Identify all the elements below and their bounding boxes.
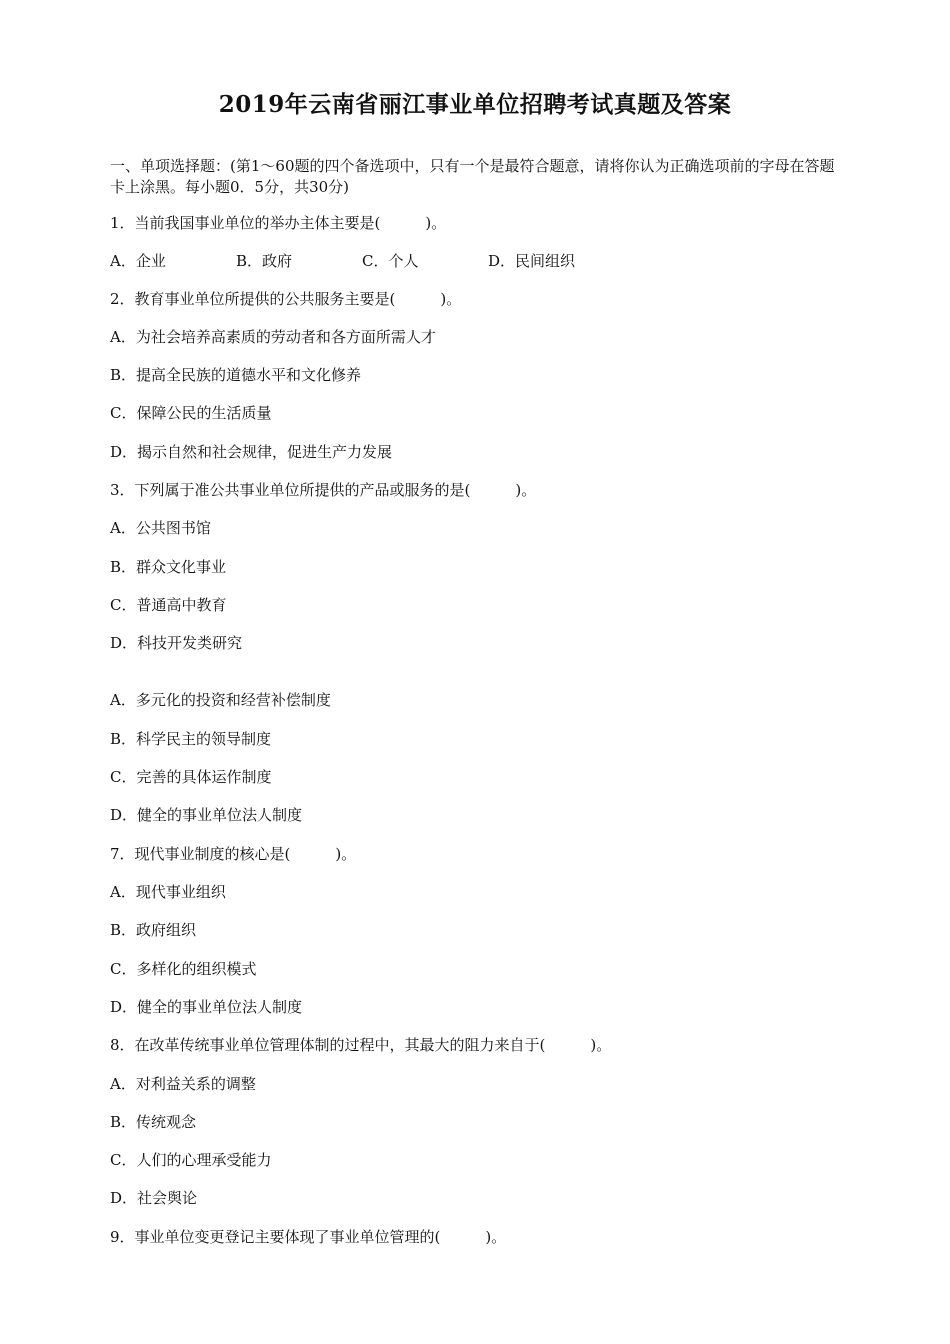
question-8-stem: 8．在改革传统事业单位管理体制的过程中，其最大的阻力来自于( )。 bbox=[110, 1036, 612, 1054]
question-2-option-d: D．揭示自然和社会规律，促进生产力发展 bbox=[110, 443, 393, 461]
document-title: 2019年云南省丽江事业单位招聘考试真题及答案 bbox=[218, 91, 732, 118]
question-3-option-c: C．普通高中教育 bbox=[110, 596, 227, 614]
question-8-option-c: C．人们的心理承受能力 bbox=[110, 1151, 272, 1169]
question-3-option-a: A．公共图书馆 bbox=[110, 519, 211, 537]
question-8-option-d: D．社会舆论 bbox=[110, 1189, 198, 1207]
partial-question-option-a: A．多元化的投资和经营补偿制度 bbox=[110, 691, 331, 709]
question-8-option-a: A．对利益关系的调整 bbox=[110, 1075, 256, 1093]
question-3-stem: 3．下列属于准公共事业单位所提供的产品或服务的是( )。 bbox=[110, 481, 537, 499]
question-1-option-d: D．民间组织 bbox=[488, 252, 576, 270]
question-1-stem: 1．当前我国事业单位的举办主体主要是( )。 bbox=[110, 214, 447, 232]
question-1-option-c: C．个人 bbox=[362, 252, 419, 270]
question-2-option-a: A．为社会培养高素质的劳动者和各方面所需人才 bbox=[110, 328, 436, 346]
section-intro: 一、单项选择题：(第1～60题的四个备选项中，只有一个是最符合题意，请将你认为正确选项前的字母在答题卡上涂黑。每小题0．5分，共30分) bbox=[110, 157, 835, 196]
question-7-option-d: D．健全的事业单位法人制度 bbox=[110, 998, 303, 1016]
partial-question-option-c: C．完善的具体运作制度 bbox=[110, 768, 272, 786]
question-1-option-b: B．政府 bbox=[236, 252, 293, 270]
question-7-option-a: A．现代事业组织 bbox=[110, 883, 226, 901]
question-3-option-b: B．群众文化事业 bbox=[110, 558, 227, 576]
question-7-option-c: C．多样化的组织模式 bbox=[110, 960, 257, 978]
question-7-option-b: B．政府组织 bbox=[110, 921, 197, 939]
question-9-stem: 9．事业单位变更登记主要体现了事业单位管理的( )。 bbox=[110, 1228, 507, 1246]
question-1-option-a: A．企业 bbox=[110, 252, 166, 270]
question-8-option-b: B．传统观念 bbox=[110, 1113, 197, 1131]
question-3-option-d: D．科技开发类研究 bbox=[110, 634, 243, 652]
partial-question-option-b: B．科学民主的领导制度 bbox=[110, 730, 272, 748]
question-2-option-b: B．提高全民族的道德水平和文化修养 bbox=[110, 366, 362, 384]
question-2-stem: 2．教育事业单位所提供的公共服务主要是( )。 bbox=[110, 290, 462, 308]
question-7-stem: 7．现代事业制度的核心是( )。 bbox=[110, 845, 357, 863]
partial-question-option-d: D．健全的事业单位法人制度 bbox=[110, 806, 303, 824]
question-2-option-c: C．保障公民的生活质量 bbox=[110, 404, 272, 422]
